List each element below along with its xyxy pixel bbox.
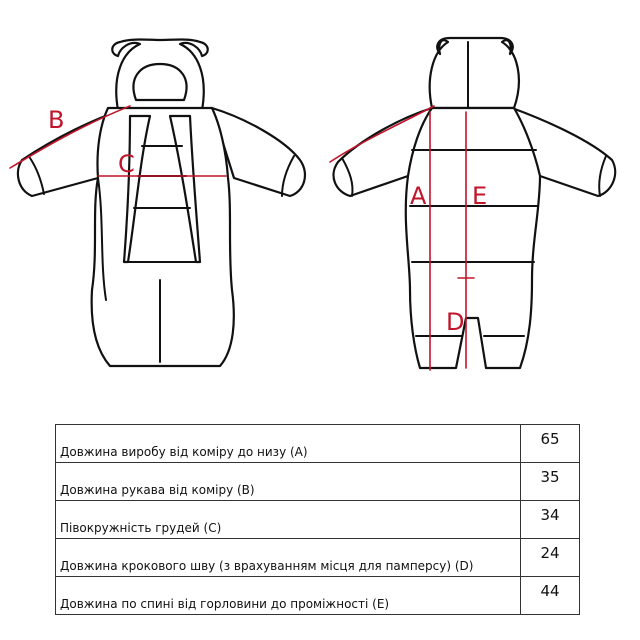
measure-d-label: D xyxy=(446,308,465,336)
table-row xyxy=(56,425,580,463)
measurement-value: 34 xyxy=(521,501,580,539)
measurement-label: Довжина рукава від коміру (B) xyxy=(56,463,521,501)
measurement-value: 24 xyxy=(521,539,580,577)
table-row xyxy=(56,463,580,501)
measure-b-label: B xyxy=(48,106,65,134)
measure-e-label: E xyxy=(472,182,488,210)
measurement-value: 35 xyxy=(521,463,580,501)
back-hood xyxy=(430,38,519,108)
measurement-value: 44 xyxy=(521,577,580,615)
front-view xyxy=(10,40,305,367)
table-row xyxy=(56,577,580,615)
measurement-value: 65 xyxy=(521,425,580,463)
measurement-label: Півокружність грудей (C) xyxy=(56,501,521,539)
table-row xyxy=(56,539,580,577)
table-row xyxy=(56,501,580,539)
measure-a-label: A xyxy=(410,182,427,210)
measurement-label: Довжина по спині від горловини до проміжності (E) xyxy=(56,577,521,615)
measure-c-label: C xyxy=(118,150,135,178)
front-hood-face-opening xyxy=(133,64,186,100)
measurement-label: Довжина виробу від коміру до низу (A) xyxy=(56,425,521,463)
back-body xyxy=(406,108,540,368)
back-view xyxy=(330,38,615,370)
measurement-label: Довжина крокового шву (з врахуванням місця для памперсу) (D) xyxy=(56,539,521,577)
size-table xyxy=(55,424,580,615)
